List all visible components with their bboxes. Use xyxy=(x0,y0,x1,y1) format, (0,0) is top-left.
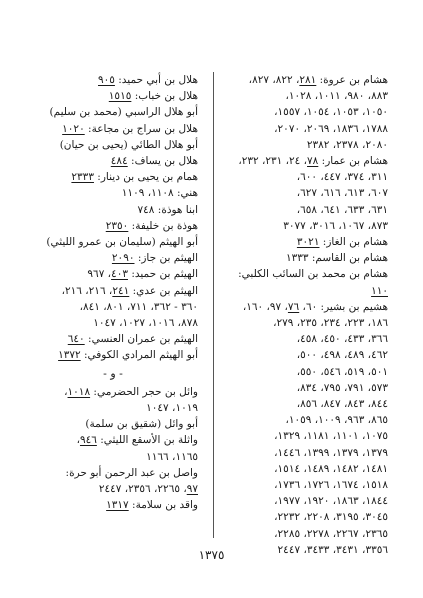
entry-text: ٤٦٢، ٤٨٩، ٤٩٨، ٥٠٠، xyxy=(296,349,388,362)
index-entry-line xyxy=(28,137,198,153)
index-entry-line xyxy=(211,315,388,331)
index-entry-line xyxy=(28,169,198,185)
underlined-reference: ٢٣٥٠ xyxy=(105,219,129,232)
entry-text: ٣١١، ٣٧٤، ٤٤٧، ٦٠٠، xyxy=(296,171,388,184)
entry-text: هني: ١١٠٨، ١١٠٩ xyxy=(121,187,198,200)
entry-text: ، ٢٢٦٥، ٢٣٥٦، ٢٤٤٧ xyxy=(98,483,187,496)
index-entry xyxy=(28,416,198,432)
underlined-reference: ١٠١٨ xyxy=(67,385,91,398)
index-entry-line xyxy=(28,481,198,497)
index-entry-line xyxy=(28,347,198,363)
index-entry-line xyxy=(211,380,388,396)
index-entry-line xyxy=(211,169,388,185)
entry-text: ١٥١٨، ١٦٧٤، ١٧٢٦، ١٧٣٦، xyxy=(274,479,388,492)
underlined-reference: ٤٨٤ xyxy=(110,155,128,168)
entry-text: ٦٠٧، ٦١٣، ٦١٦، ٦٢٧، xyxy=(296,187,388,200)
index-entry xyxy=(211,234,388,250)
index-entry-line xyxy=(28,218,198,234)
entry-text: هلال بن سراج بن مجاعة: xyxy=(84,122,198,135)
index-entry-line xyxy=(211,218,388,234)
index-entry-line xyxy=(211,283,388,299)
index-entry-line xyxy=(211,185,388,201)
entry-text: ٣٣٥٦، ٣٤٣١، ٣٤٣٣، ٢٤٤٧ xyxy=(277,543,388,556)
underlined-reference: ٩٧ xyxy=(186,483,198,496)
index-entry-line xyxy=(28,416,198,432)
index-entry-line xyxy=(211,121,388,137)
underlined-reference: ٣٠٢١ xyxy=(296,236,320,249)
entry-text: الهيثم بن حميد: xyxy=(128,268,198,281)
index-entry xyxy=(28,250,198,266)
underlined-reference: ٤٠٣ xyxy=(111,268,128,281)
entry-text: هشام بن محمد بن السائب الكلبي: xyxy=(238,268,388,281)
entry-text: هوذة بن خليفة: xyxy=(128,219,198,232)
index-entry-line xyxy=(211,202,388,218)
index-entry-line xyxy=(211,445,388,461)
underlined-reference: ١١٠ xyxy=(371,284,388,297)
entry-text: هشام بن الغاز: xyxy=(319,236,388,249)
entry-text: أبو هلال الراسبي (محمد بن سليم) xyxy=(49,106,198,119)
index-entry-line xyxy=(211,88,388,104)
entry-text: ٨٧٨، ١٠١٦، ١٠٢٧، ١٠٤٧ xyxy=(93,317,198,330)
underlined-reference: ٢٤١ xyxy=(112,284,130,297)
entry-text: ١١٦٥، ١١٦٦ xyxy=(146,450,198,463)
underlined-reference: ١٥١٥ xyxy=(108,90,132,103)
entry-text: ٣٦٦، ٤٣٣، ٤٥٠، ٤٥٨، xyxy=(296,333,388,346)
index-entry-line xyxy=(211,153,388,169)
underlined-reference: ١٣١٧ xyxy=(106,499,129,512)
index-entry xyxy=(211,299,388,558)
entry-text: ٥٠١، ٥١٩، ٥٤٦، ٥٥٠، xyxy=(296,365,388,378)
underlined-reference: ٧٦ xyxy=(287,300,300,313)
index-entry-line xyxy=(211,250,388,266)
index-group-ha xyxy=(28,72,198,364)
index-column-left xyxy=(28,72,198,513)
underlined-reference: ١٣٧٢ xyxy=(58,349,81,362)
entry-text: ٣٦٠ - ٣٦٢، ٧١١، ٨٠١، ٨٤١، xyxy=(79,300,198,313)
index-entry xyxy=(28,153,198,169)
entry-text: ١٠١٩، ١٠٤٧ xyxy=(146,402,198,415)
index-entry-line xyxy=(28,400,198,416)
entry-text: هلال بن يساف: xyxy=(127,155,198,168)
underlined-reference: ٢٣٣٣ xyxy=(71,171,94,184)
index-entry-line xyxy=(28,266,198,282)
entry-text: ابنا هوذة: ٧٤٨ xyxy=(137,203,198,216)
index-entry xyxy=(28,432,198,464)
index-entry-line xyxy=(211,364,388,380)
index-entry xyxy=(28,137,198,153)
index-entry-line xyxy=(211,461,388,477)
index-entry-line xyxy=(211,509,388,525)
entry-text: هشام بن عمار: xyxy=(318,155,388,168)
index-entry xyxy=(28,185,198,201)
index-entry-line xyxy=(211,493,388,509)
entry-text: ٣٠٤٥، ٣١٩٥، ٢٢٠٨، ٢٢٣٢، xyxy=(274,511,388,524)
index-entry xyxy=(28,465,198,497)
entry-text: ، ٩٧، ١٦٠، xyxy=(242,300,288,313)
underlined-reference: ٦٤٠ xyxy=(67,333,85,346)
entry-text: واقد بن سلامة: xyxy=(128,499,198,512)
entry-text: واثلة بن الأسقع الليثي: xyxy=(96,434,198,447)
entry-text: ، ٨٢٢، ٨٢٧، xyxy=(248,74,300,86)
index-entry-line xyxy=(211,331,388,347)
index-entry-line xyxy=(28,121,198,137)
index-entry xyxy=(28,104,198,120)
index-entry xyxy=(211,266,388,298)
entry-text: ١٨٦، ٢٢٣، ٢٣٤، ٢٣٥، ٢٧٩، xyxy=(273,317,388,330)
index-entry-line xyxy=(28,315,198,331)
entry-text: ٨٦٥، ٩٦٣، ١٠٠٩، ١٠٥٩، xyxy=(285,414,388,427)
index-entry xyxy=(28,88,198,104)
index-entry-line xyxy=(28,283,198,299)
entry-text: هلال بن أبي حميد: xyxy=(114,74,198,86)
section-letter-waw: - و - xyxy=(103,366,123,380)
entry-text: ، ٢١٦، ٢١٦، xyxy=(61,284,113,297)
index-entry xyxy=(211,72,388,153)
index-entry-line xyxy=(211,428,388,444)
index-entry xyxy=(28,331,198,347)
index-entry xyxy=(28,202,198,218)
index-entry-line xyxy=(211,137,388,153)
entry-text: ١٧٨٨، ١٨٣٦، ٢٠٦٩، ٢٠٧٠، xyxy=(274,122,388,135)
index-column-right xyxy=(211,72,388,558)
index-entry-line xyxy=(211,72,388,88)
index-entry xyxy=(28,347,198,363)
index-entry-line xyxy=(28,202,198,218)
index-entry-line xyxy=(28,449,198,465)
index-entry-line xyxy=(28,299,198,315)
entry-text: أبو وائل (شقيق بن سلمة) xyxy=(85,418,198,431)
index-entry-line xyxy=(28,88,198,104)
index-entry-line xyxy=(211,412,388,428)
entry-text: ٦٣١، ٦٣٣، ٦٤١، ٦٥٨، xyxy=(296,203,388,216)
entry-text: ١٤٨١، ١٤٨٢، ١٤٨٩، ١٥١٤، xyxy=(274,462,388,475)
entry-text: ٥٧٣، ٧٩١، ٧٩٥، ٨٣٤، xyxy=(296,381,388,394)
index-entry-line xyxy=(28,331,198,347)
index-entry-line xyxy=(28,234,198,250)
index-entry xyxy=(211,153,388,234)
entry-text: ١٣٧٩، ١٣٧٩، ١٣٩٩، ١٤٤٦، xyxy=(274,446,388,459)
entry-text: الهيثم بن جاز: xyxy=(134,252,198,265)
index-entry-line xyxy=(28,384,198,400)
entry-text: ٢٣٦٥، ٢٢٦٧، ٢٢٧٨، ٢٢٨٥، xyxy=(274,527,388,540)
entry-text: هشام بن القاسم: ١٣٣٣ xyxy=(285,252,388,265)
index-entry-line xyxy=(211,266,388,282)
index-entry-line xyxy=(28,104,198,120)
index-entry-line xyxy=(211,234,388,250)
entry-text: الهيثم بن عمران العنسي: xyxy=(84,333,198,346)
index-entry xyxy=(28,121,198,137)
index-entry-line xyxy=(211,526,388,542)
underlined-reference: ٧٨ xyxy=(307,155,319,168)
entry-text: الهيثم بن عدي: xyxy=(129,284,198,297)
index-entry-line xyxy=(211,347,388,363)
entry-text: ، ٢٤، ٢٣١، ٢٣٢، xyxy=(238,155,308,168)
entry-text: ، xyxy=(76,434,80,447)
index-entry-line xyxy=(28,465,198,481)
entry-text: أبو هلال الطائي (يحيى بن حيان) xyxy=(59,138,198,151)
index-entry-line xyxy=(28,185,198,201)
index-entry-line xyxy=(211,396,388,412)
entry-text: ٨٨٣، ٩٨٠، ١٠١١، ١٠٢٨، xyxy=(285,90,388,103)
entry-text: هشيم بن بشير: ٦٠، xyxy=(299,300,388,313)
index-entry-line xyxy=(28,153,198,169)
index-entry-line xyxy=(28,72,198,88)
underlined-reference: ٢٠٩٠ xyxy=(111,252,135,265)
entry-text: ٨٤٤، ٨٤٣، ٨٤٧، ٨٥٦، xyxy=(296,398,388,411)
index-entry xyxy=(28,218,198,234)
entry-text: هشام بن عروة: xyxy=(316,74,388,86)
index-entry xyxy=(28,169,198,185)
index-entry-line xyxy=(28,250,198,266)
entry-text: ١٠٥٠، ١٠٥٣، ١٠٥٤، ١٥٥٧، xyxy=(274,106,388,119)
index-entry xyxy=(28,266,198,282)
index-group-waw xyxy=(28,384,198,514)
entry-text: ١٨٤٤، ١٨٦٣، ١٩٢٠، ١٩٧٧، xyxy=(274,495,388,508)
entry-text: وائل بن حجر الحضرمي: xyxy=(90,385,198,398)
index-entry-line xyxy=(211,299,388,315)
entry-text: ، xyxy=(64,385,68,398)
underlined-reference: ٩٠٥ xyxy=(98,74,115,86)
index-entry xyxy=(28,384,198,416)
column-divider xyxy=(213,72,214,538)
entry-text: أبو الهيثم المرادي الكوفي: xyxy=(80,349,198,362)
index-entry-line xyxy=(28,497,198,513)
index-entry-line xyxy=(211,104,388,120)
index-entry xyxy=(28,497,198,513)
entry-text: ، ٩٦٧ xyxy=(87,268,112,281)
underlined-reference: ٩٤٦ xyxy=(79,434,97,447)
page-number: ١٣٧٥ xyxy=(198,548,225,562)
index-entry xyxy=(28,283,198,332)
index-entry-line xyxy=(211,477,388,493)
entry-text: ١٠٧٥، ١١٠١، ١١٨١، ١٣٢٩، xyxy=(274,430,388,443)
entry-text: واصل بن عبد الرحمن أبو حرة: xyxy=(65,466,198,479)
underlined-reference: ٢٨١ xyxy=(299,74,317,86)
underlined-reference: ١٠٢٠ xyxy=(62,122,85,135)
entry-text: ٢٠٨٠، ٢٣٧٨، ٢٣٨٢ xyxy=(306,138,388,151)
entry-text: ٨٧٣، ١٠٦٧، ٣٠١٦، ٣٠٧٧ xyxy=(283,219,388,232)
index-entry xyxy=(28,234,198,250)
entry-text: همام بن يحيى بن دينار: xyxy=(93,171,198,184)
index-entry-line xyxy=(28,432,198,448)
entry-text: أبو الهيثم (سليمان بن عمرو الليثي) xyxy=(46,236,198,249)
index-entry xyxy=(211,250,388,266)
index-entry xyxy=(28,72,198,88)
entry-text: هلال بن خباب: xyxy=(131,90,198,103)
